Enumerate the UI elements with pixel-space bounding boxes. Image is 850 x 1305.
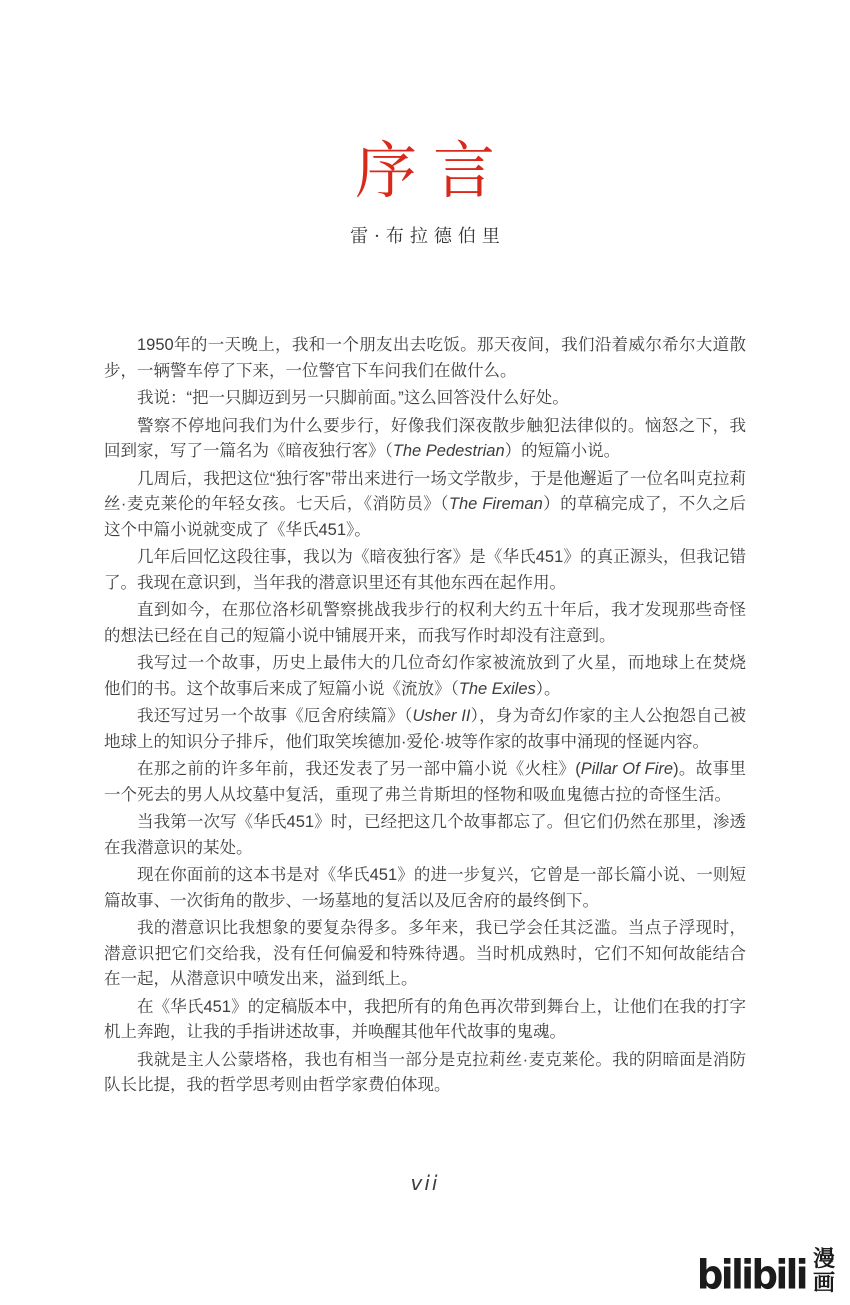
paragraph <box>104 467 746 544</box>
text-run: 当我第一次写《华氏451》时，已经把这几个故事都忘了。但它们仍然在那里，渗透在我潜意识的某处。 <box>104 813 746 857</box>
text-run: ），身为奇幻作家的主人公抱怨自己被地球上的知识分子排斥，他们取笑埃德加·爱伦·坡等作家的故事中涌现的怪诞内容。 <box>104 707 746 751</box>
text-run: 几周后，我把这位“独行客”带出来进行一场文学散步，于是他邂逅了一位名叫克拉莉丝·麦克莱伦的年轻女孩。七天后，《消防员》（ <box>104 469 746 513</box>
paragraph <box>104 598 746 649</box>
bilibili-manga-watermark <box>697 1247 836 1297</box>
paragraph <box>104 757 746 808</box>
paragraph <box>104 545 746 596</box>
paragraph <box>104 414 746 465</box>
page-title: 序言 <box>354 137 511 206</box>
text-run: ）。 <box>535 679 561 698</box>
text-run: 在那之前的许多年前，我还发表了另一部中篇小说《火柱》( <box>137 760 581 778</box>
text-run: ）的短篇小说。 <box>504 442 621 460</box>
text-run: 我写过一个故事，历史上最伟大的几位奇幻作家被流放到了火星，而地球上在焚烧他们的书。这个故事后来成了短篇小说《流放》（ <box>104 654 746 698</box>
bilibili-logo-icon: bilibili <box>696 1251 806 1299</box>
english-title: Pillar Of Fire <box>580 760 674 778</box>
text-run: )。故事里一个死去的男人从坟墓中复活，重现了弗兰肯斯坦的怪物和吸血鬼德古拉的奇怪生活。 <box>104 760 746 804</box>
english-title: Usher II <box>412 707 471 725</box>
paragraph <box>104 704 746 755</box>
paragraph <box>104 1048 746 1099</box>
paragraph <box>104 386 746 412</box>
page-number: vii <box>410 1170 440 1195</box>
paragraph <box>104 810 746 861</box>
english-title: The Exiles <box>458 679 536 698</box>
paragraph <box>104 995 746 1046</box>
text-run: 我还写过另一个故事《厄舍府续篇》（ <box>137 707 413 725</box>
paragraph <box>104 651 746 702</box>
text-run: ）的草稿完成了，不久之后这个中篇小说就变成了《华氏451》。 <box>104 495 747 539</box>
text-run: 在《华氏451》的定稿版本中，我把所有的角色再次带到舞台上，让他们在我的打字机上奔跑，让我的手指讲述故事，并唤醒其他年代故事的鬼魂。 <box>104 997 746 1041</box>
paragraph <box>104 863 746 914</box>
english-title: The Fireman <box>448 495 543 513</box>
text-run: 几年后回忆这段往事，我以为《暗夜独行客》是《华氏451》的真正源头，但我记错了。我现在意识到，当年我的潜意识里还有其他东西在起作用。 <box>104 548 746 592</box>
paragraph <box>104 916 746 993</box>
text-run: 现在你面前的这本书是对《华氏451》的进一步复兴，它曾是一部长篇小说、一则短篇故事、一次街角的散步、一场墓地的复活以及厄舍府的最终倒下。 <box>104 866 746 910</box>
text-run: 直到如今，在那位洛杉矶警察挑战我步行的权利大约五十年后，我才发现那些奇怪的想法已经在自己的短篇小说中铺展开来，而我写作时却没有注意到。 <box>104 601 746 645</box>
english-title: The Pedestrian <box>392 442 505 460</box>
author-name: 雷·布拉德伯里 <box>350 226 506 247</box>
text-run: 警察不停地问我们为什么要步行，好像我们深夜散步触犯法律似的。恼怒之下，我回到家，写了一篇名为《暗夜独行客》（ <box>104 416 746 460</box>
body-paragraphs <box>104 333 746 1099</box>
text-run: 1950年的一天晚上，我和一个朋友出去吃饭。那天夜间，我们沿着威尔希尔大道散步，一辆警车停了下来，一位警官下车问我们在做什么。 <box>104 336 746 380</box>
text-run: 我的潜意识比我想象的要复杂得多。多年来，我已学会任其泛滥。当点子浮现时，潜意识把它们交给我，没有任何偏爱和特殊待遇。当时机成熟时，它们不知何故能结合在一起，从潜意识中喷发出来，溢到纸上。 <box>104 919 746 988</box>
manga-label: 漫画 <box>813 1246 836 1295</box>
text-run: 我说：“把一只脚迈到另一只脚前面。”这么回答没什么好处。 <box>137 389 569 407</box>
paragraph <box>104 333 746 384</box>
text-run: 我就是主人公蒙塔格，我也有相当一部分是克拉莉丝·麦克莱伦。我的阴暗面是消防队长比提，我的哲学思考则由哲学家费伯体现。 <box>104 1050 746 1094</box>
